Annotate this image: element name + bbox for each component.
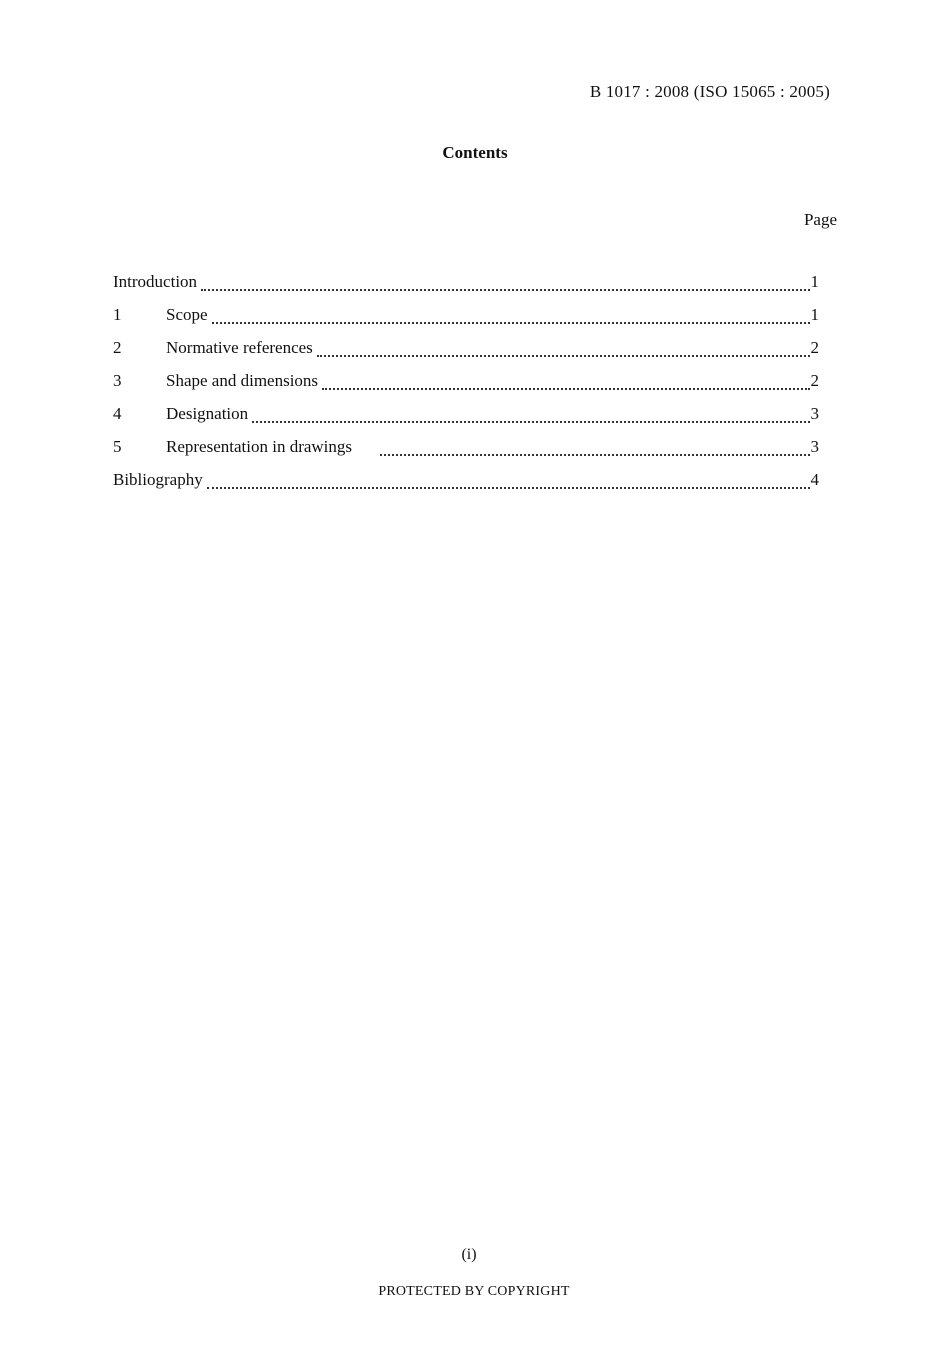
toc-entry-page: 4 — [810, 470, 819, 489]
toc-entry-representation-in-drawings[interactable] — [113, 437, 819, 470]
toc-entry-page: 3 — [810, 404, 819, 423]
toc-entry-number: 1 — [113, 305, 122, 324]
toc-entry-title: Normative references — [166, 338, 313, 357]
toc-entry-introduction[interactable] — [113, 272, 819, 305]
toc-dot-leader — [212, 322, 810, 324]
toc-entry-bibliography[interactable] — [113, 470, 819, 503]
toc-entry-number: 5 — [113, 437, 122, 456]
toc-dot-leader — [207, 487, 810, 489]
toc-entry-scope[interactable] — [113, 305, 819, 338]
toc-entry-title: Scope — [166, 305, 208, 324]
toc-dot-leader — [201, 289, 809, 291]
toc-entry-number: 3 — [113, 371, 122, 390]
toc-entry-title: Bibliography — [113, 470, 203, 489]
contents-title: Contents — [442, 143, 508, 162]
toc-entry-normative-references[interactable] — [113, 338, 819, 371]
table-of-contents — [113, 272, 819, 503]
toc-entry-title: Introduction — [113, 272, 198, 291]
toc-dot-leader — [317, 355, 810, 357]
toc-dot-leader — [380, 454, 809, 456]
page-column-label: Page — [803, 210, 837, 229]
toc-entry-title: Shape and dimensions — [166, 371, 319, 390]
toc-entry-title: Representation in drawings — [166, 437, 353, 456]
toc-entry-title: Designation — [166, 404, 249, 423]
toc-entry-page: 3 — [810, 437, 819, 456]
toc-entry-page: 1 — [810, 305, 819, 324]
toc-dot-leader — [322, 388, 809, 390]
toc-entry-shape-and-dimensions[interactable] — [113, 371, 819, 404]
toc-entry-page: 2 — [810, 338, 819, 357]
toc-entry-number: 2 — [113, 338, 122, 357]
toc-entry-designation[interactable] — [113, 404, 819, 437]
toc-dot-leader — [252, 421, 809, 423]
copyright-notice: PROTECTED BY COPYRIGHT — [378, 1284, 570, 1299]
document-number: B 1017 : 2008 (ISO 15065 : 2005) — [589, 82, 830, 101]
toc-entry-page: 2 — [810, 371, 819, 390]
toc-entry-page: 1 — [810, 272, 819, 291]
page-folio: (i) — [461, 1246, 477, 1263]
toc-entry-number: 4 — [113, 404, 122, 423]
